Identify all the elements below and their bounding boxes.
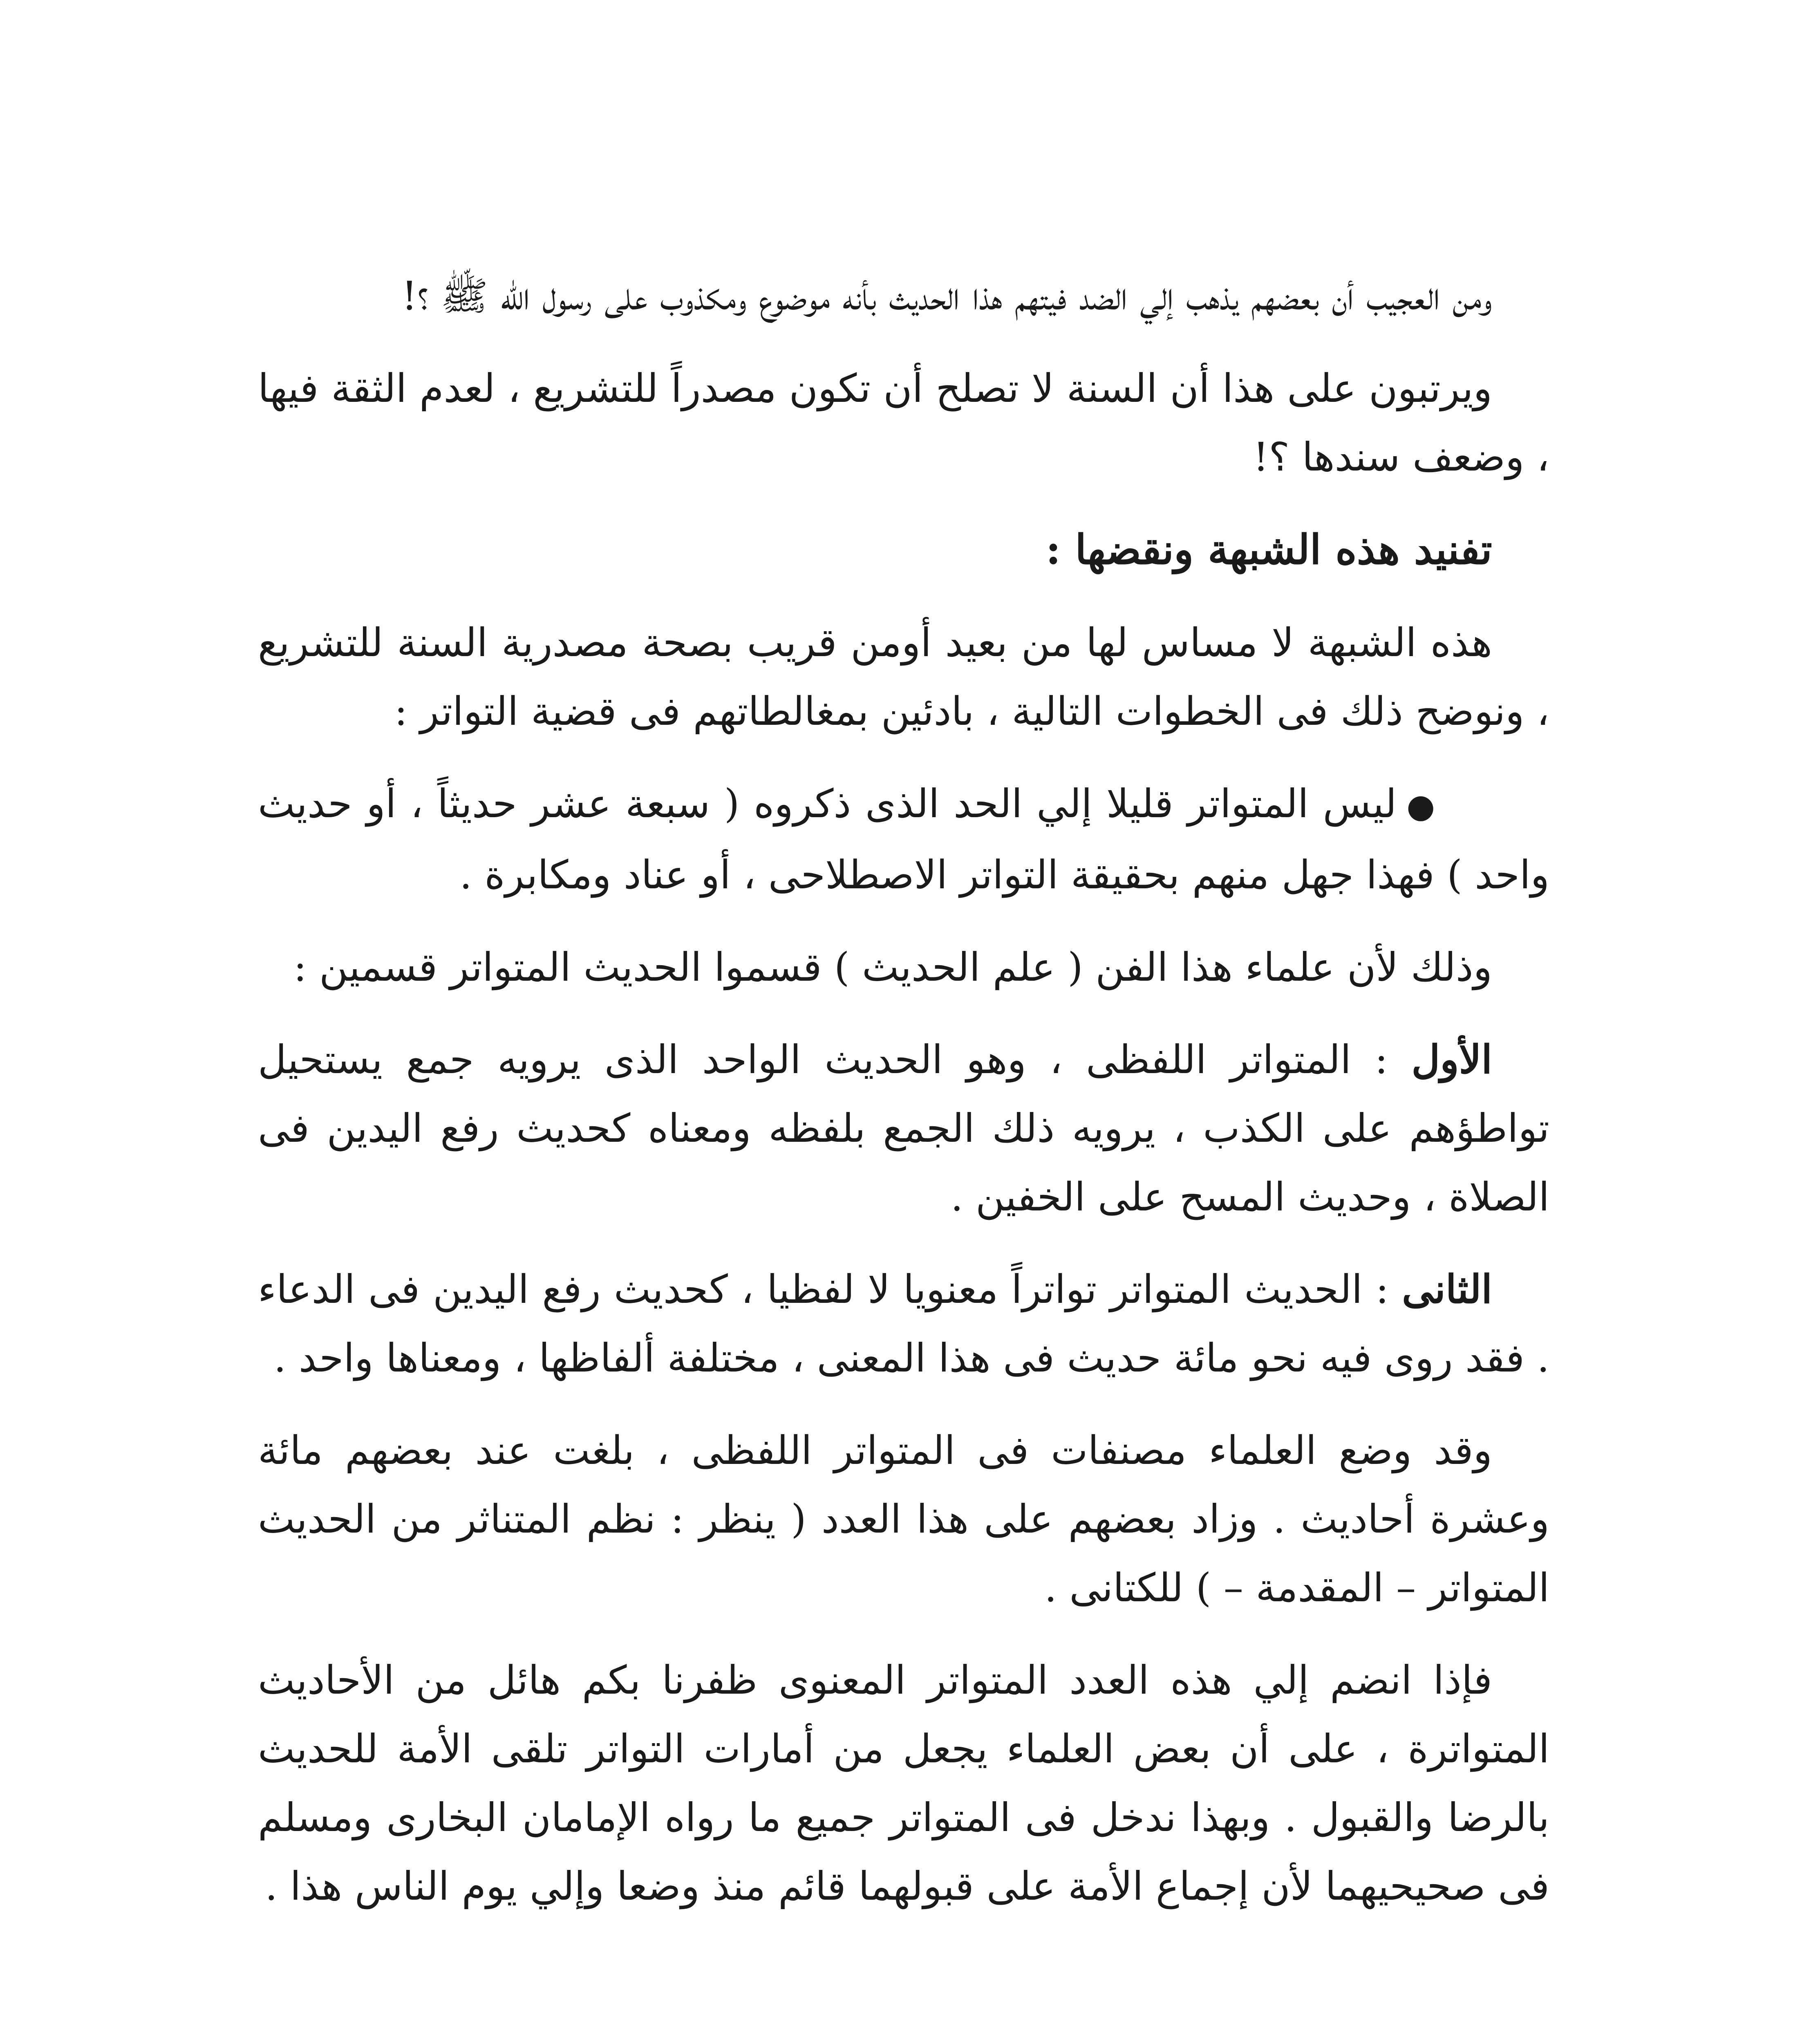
paragraph-consequence: ويرتبون على هذا أن السنة لا تصلح أن تكون مصدراً للتشريع ، لعدم الثقة فيها ، وضعف سندها ؟! [258, 365, 1549, 480]
paragraph-rebuttal-intro: هذه الشبهة لا مساس لها من بعيد أومن قريب بصحة مصدرية السنة للتشريع ، ونوضح ذلك فى الخطوات التالية ، بادئين بمغالطاتهم فى قضية التواتر : [258, 620, 1549, 734]
bullet-paragraph [258, 769, 1549, 909]
bullet-text: ليس المتواتر قليلا إلي الحد الذى ذكروه ( سبعة عشر حديثاً ، أو حديث واحد ) فهذا جهل منهم بحقيقة التواتر الاصطلاحى ، أو عناد ومكابرة . [258, 781, 1549, 898]
page-body [258, 262, 1549, 1944]
paragraph-division: وذلك لأن علماء هذا الفن ( علم الحديث ) قسموا الحديث المتواتر قسمين : [293, 944, 1492, 990]
paragraph-conclusion: فإذا انضم إلي هذه العدد المتواتر المعنوى ظفرنا بكم هائل من الأحاديث المتواترة ، على أن بعض العلماء يجعل من أمارات التواتر تلقى الأمة للحديث بالرضا والقبول . وبهذا ندخل فى المتواتر جميع ما رواه الإمامان البخارى ومسلم فى صحيحيهما لأن إجماع الأمة على قبولهما قائم منذ وضعا وإلي يوم الناس هذا . [258, 1657, 1550, 1909]
first-type-label: الأول [1411, 1036, 1493, 1083]
second-type-text: : الحديث المتواتر تواتراً معنويا لا لفظيا ، كحديث رفع اليدين فى الدعاء . فقد روى فيه نحو مائة حديث فى هذا المعنى ، مختلفة ألفاظها ، ومعناها واحد . [258, 1266, 1549, 1381]
paragraph-first-type [258, 1025, 1549, 1231]
paragraph-second-type [258, 1255, 1549, 1392]
bullet-icon: ● [1406, 787, 1435, 825]
paragraph-compilations: وقد وضع العلماء مصنفات فى المتواتر اللفظى ، بلغت عند بعضهم مائة وعشرة أحاديث . وزاد بعضهم على هذا العدد ( ينظر : نظم المتناثر من الحديث المتواتر – المقدمة – ) للكتانى . [258, 1428, 1549, 1611]
first-type-text: : المتواتر اللفظى ، وهو الحديث الواحد الذى يرويه جمع يستحيل تواطؤهم على الكذب ، يرويه ذلك الجمع بلفظه ومعناه كحديث رفع اليدين فى الصلاة ، وحديث المسح على الخفين . [258, 1037, 1549, 1220]
section-heading: تفنيد هذه الشبهة ونقضها : [1045, 525, 1492, 574]
paragraph-accusation: ومن العجيب أن بعضهم يذهب إلي الضد فيتهم هذا الحديث بأنه موضوع ومكذوب على رسول الله ﷺ ؟! [401, 273, 1492, 319]
second-type-label: الثانى [1402, 1266, 1493, 1312]
